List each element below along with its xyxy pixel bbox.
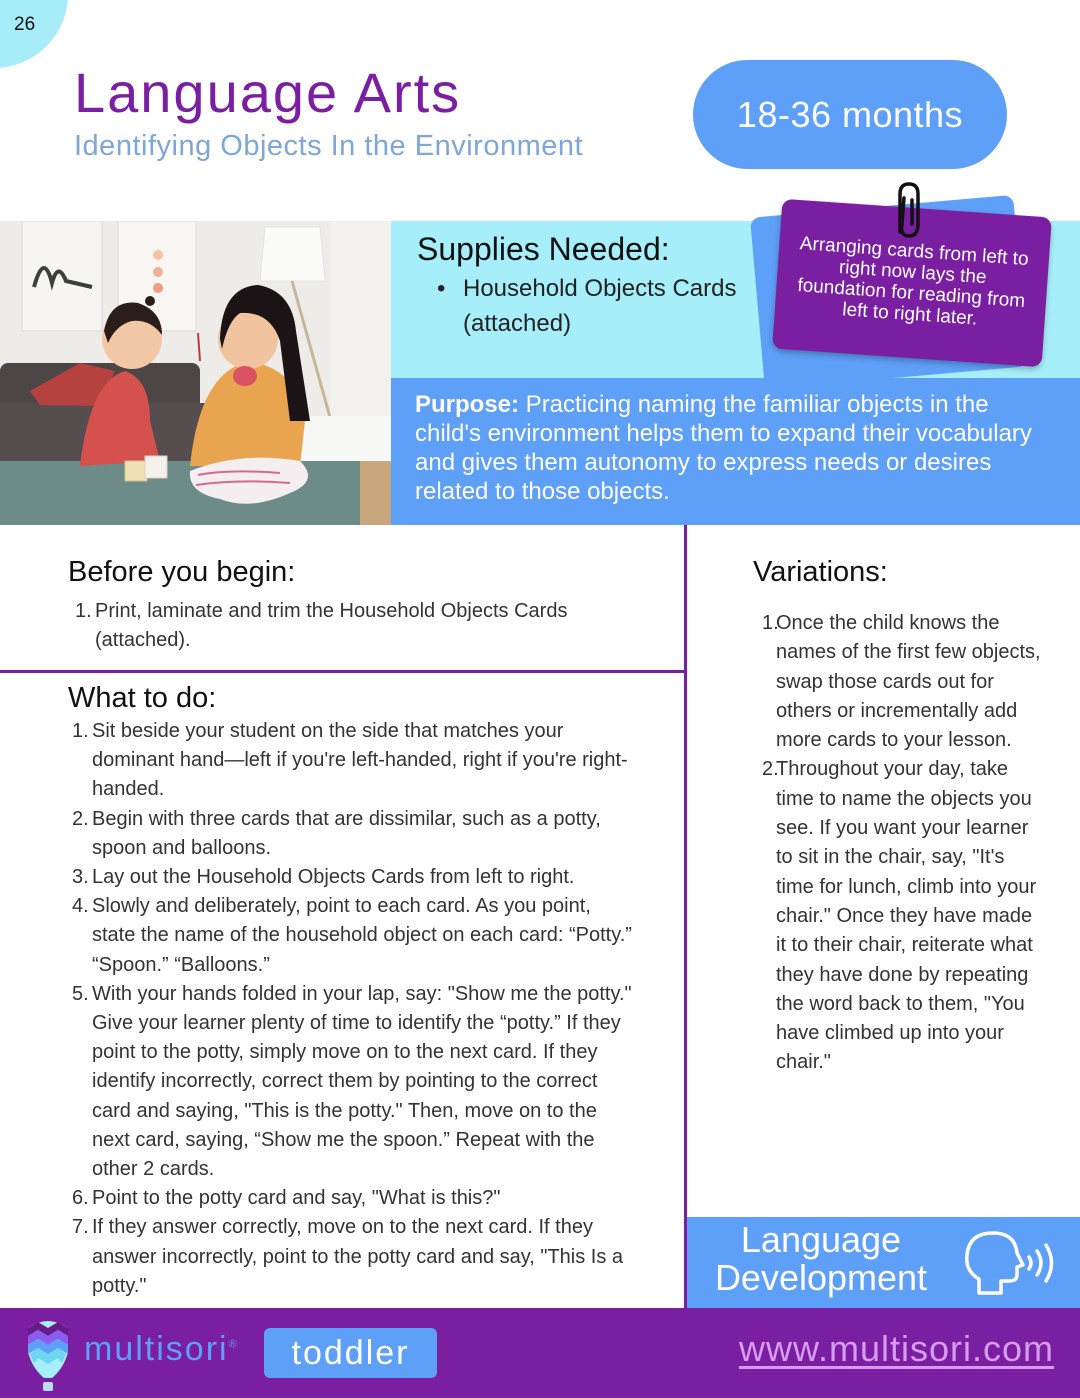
activity-photo xyxy=(0,221,391,525)
page-number: 26 xyxy=(14,14,36,35)
what-step: 2. Begin with three cards that are dissimilar, such as a potty, spoon and balloons. xyxy=(72,807,601,859)
what-step: 6. Point to the potty card and say, "What is this?" xyxy=(72,1187,501,1210)
what-to-do-list xyxy=(72,717,632,1301)
supplies-item: • Household Objects Cards (attached) xyxy=(437,271,757,341)
category-label: Language Development xyxy=(714,1219,928,1298)
section-divider xyxy=(0,670,686,673)
website-link[interactable]: www.multisori.com xyxy=(738,1328,1054,1369)
activity-photo-illustration xyxy=(0,221,391,525)
before-step: 1. Print, laminate and trim the Household Objects Cards (attached). xyxy=(75,600,568,651)
what-step: 4. Slowly and deliberately, point to each card. As you point, state the name of the household object on each card: “Potty.” “Spoon.” “Balloons.” xyxy=(72,895,632,976)
note-card-text: Arranging cards from left to right now lays the foundation for reading from left to right later. xyxy=(796,233,1030,330)
what-step: 7. If they answer correctly, move on to the next card. If they answer incorrectly, point to the potty card and say, "This Is a potty." xyxy=(72,1216,624,1297)
purpose-text: Practicing naming the familiar objects in the child's environment helps them to expand their vocabulary and gives them autonomy to express needs or desires related to those objects. xyxy=(415,391,1032,505)
what-to-do-title: What to do: xyxy=(68,682,217,714)
footer xyxy=(0,1308,1080,1398)
toddler-badge: toddler xyxy=(264,1328,437,1378)
brand-name: multisori® xyxy=(84,1330,237,1368)
paperclip-icon xyxy=(892,180,926,240)
purpose-label: Purpose: xyxy=(415,391,520,418)
page-subtitle: Identifying Objects In the Environment xyxy=(74,130,584,162)
purpose-section xyxy=(391,378,1080,525)
category-badge xyxy=(687,1217,1080,1308)
balloon-logo-icon xyxy=(24,1318,72,1392)
before-you-begin-list xyxy=(75,597,635,655)
age-range-badge: 18-36 months xyxy=(693,60,1007,169)
supplies-list xyxy=(437,271,757,341)
speaking-head-icon xyxy=(961,1227,1061,1299)
variations-title: Variations: xyxy=(753,556,888,588)
supplies-title: Supplies Needed: xyxy=(417,231,670,267)
page-title: Language Arts xyxy=(74,61,462,124)
variation-step: 1. Once the child knows the names of the first few objects, swap those cards out for others or incrementally add more cards to your lesson. xyxy=(762,612,1041,752)
before-you-begin-title: Before you begin: xyxy=(68,556,296,588)
variations-list xyxy=(762,609,1042,1078)
what-step: 1. Sit beside your student on the side that matches your dominant hand—left if you're left-handed, right if you're right-handed. xyxy=(72,720,628,801)
variation-step: 2. Throughout your day, take time to name the objects you see. If you want your learner to sit in the chair, say, "It's time for lunch, climb into your chair." Once they have made it to their chair, reiterate what they have done by repeating the word back to them, "You have climbed up into your chair." xyxy=(762,758,1037,1074)
column-divider xyxy=(684,525,687,1308)
what-step: 5. With your hands folded in your lap, say: "Show me the potty." Give your learner plenty of time to identify the “potty.” If they point to the potty, simply move on to the next card. If they identify incorrectly, correct them by pointing to the correct card and saying, "This is the potty." Then, move on to the next card, saying, “Show me the spoon.” Repeat with the other 2 cards. xyxy=(72,982,632,1181)
what-step: 3. Lay out the Household Objects Cards from left to right. xyxy=(72,866,575,889)
